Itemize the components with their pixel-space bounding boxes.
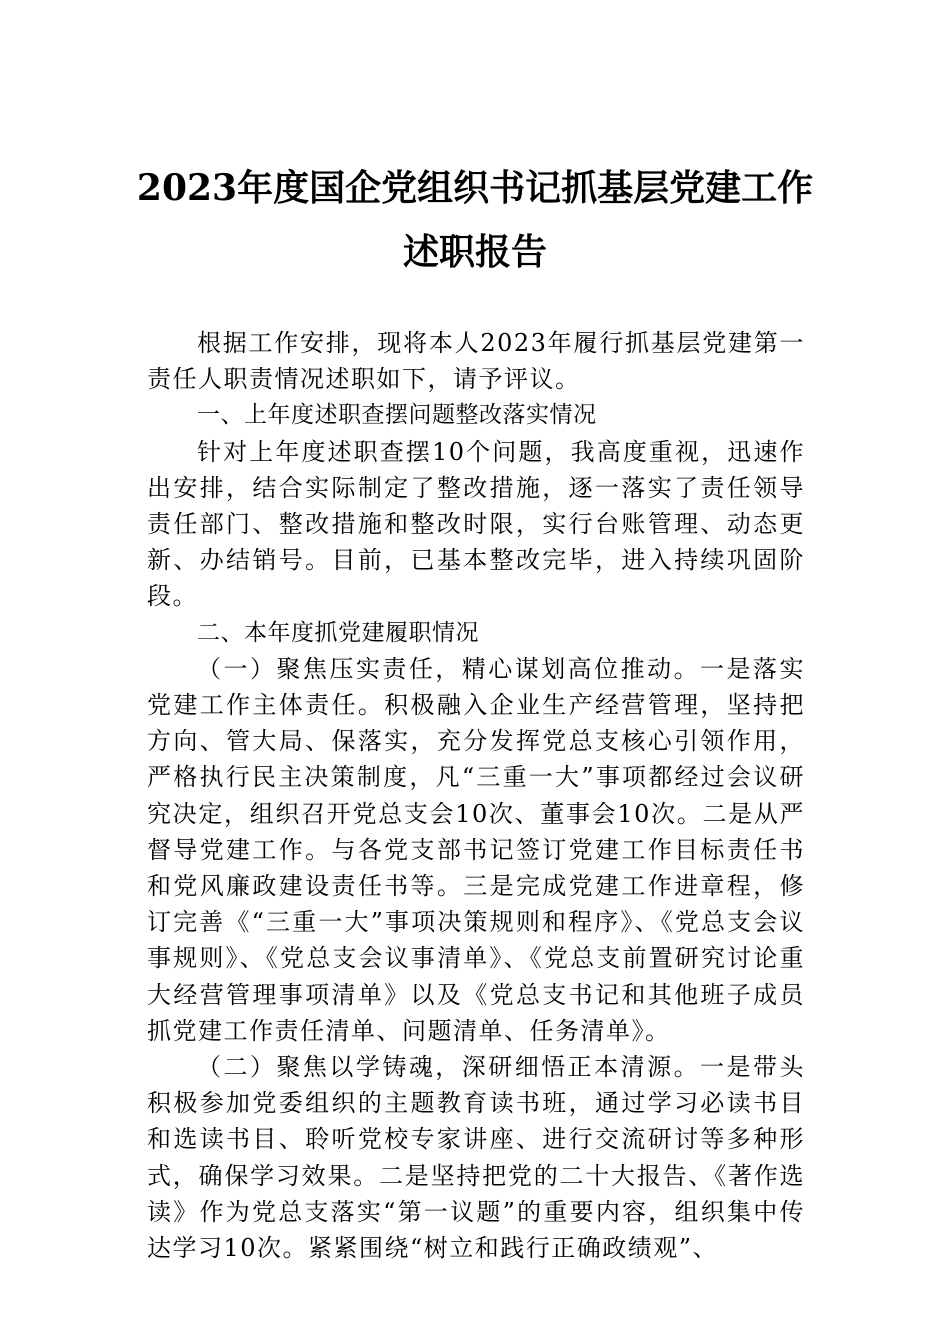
intro-paragraph: 根据工作安排，现将本人2023年履行抓基层党建第一责任人职责情况述职如下，请予评议。 [147, 329, 805, 394]
section-2-paragraph-1: （一）聚焦压实责任，精心谋划高位推动。一是落实党建工作主体责任。积极融入企业生产经营管理，坚持把方向、管大局、保落实，充分发挥党总支核心引领作用，严格执行民主决策制度，凡“三重一大”事项都经过会议研究决定，组织召开党总支会10次、董事会10次。二是从严督导党建工作。与各党支部书记签订党建工作目标责任书和党风廉政建设责任书等。三是完成党建工作进章程，修订完善《“三重一大”事项决策规则和程序》、《党总支会议事规则》、《党总支会议事清单》、《党总支前置研究讨论重大经营管理事项清单》以及《党总支书记和其他班子成员抓党建工作责任清单、问题清单、任务清单》。 [147, 654, 805, 1045]
document-title-line-1: 2023年度国企党组织书记抓基层党建工作 [136, 167, 814, 209]
section-2-paragraph-2: （二）聚焦以学铸魂，深研细悟正本清源。一是带头积极参加党委组织的主题教育读书班，通过学习必读书目和选读书目、聆听党校专家讲座、进行交流研讨等多种形式，确保学习效果。二是坚持把党的二十大报告、《著作选读》作为党总支落实“第一议题”的重要内容，组织集中传达学习10次。紧紧围绕“树立和践行正确政绩观”、 [147, 1053, 805, 1263]
section-heading-2: 二、本年度抓党建履职情况 [197, 619, 479, 646]
section-heading-1: 一、上年度述职查摆问题整改落实情况 [197, 402, 597, 429]
document-title-line-2: 述职报告 [402, 231, 547, 273]
document-body [147, 325, 805, 1266]
section-1-paragraph: 针对上年度述职查摆10个问题，我高度重视，迅速作出安排，结合实际制定了整改措施，逐一落实了责任领导责任部门、整改措施和整改时限，实行台账管理、动态更新、办结销号。目前，已基本整改完毕，进入持续巩固阶段。 [147, 437, 805, 611]
